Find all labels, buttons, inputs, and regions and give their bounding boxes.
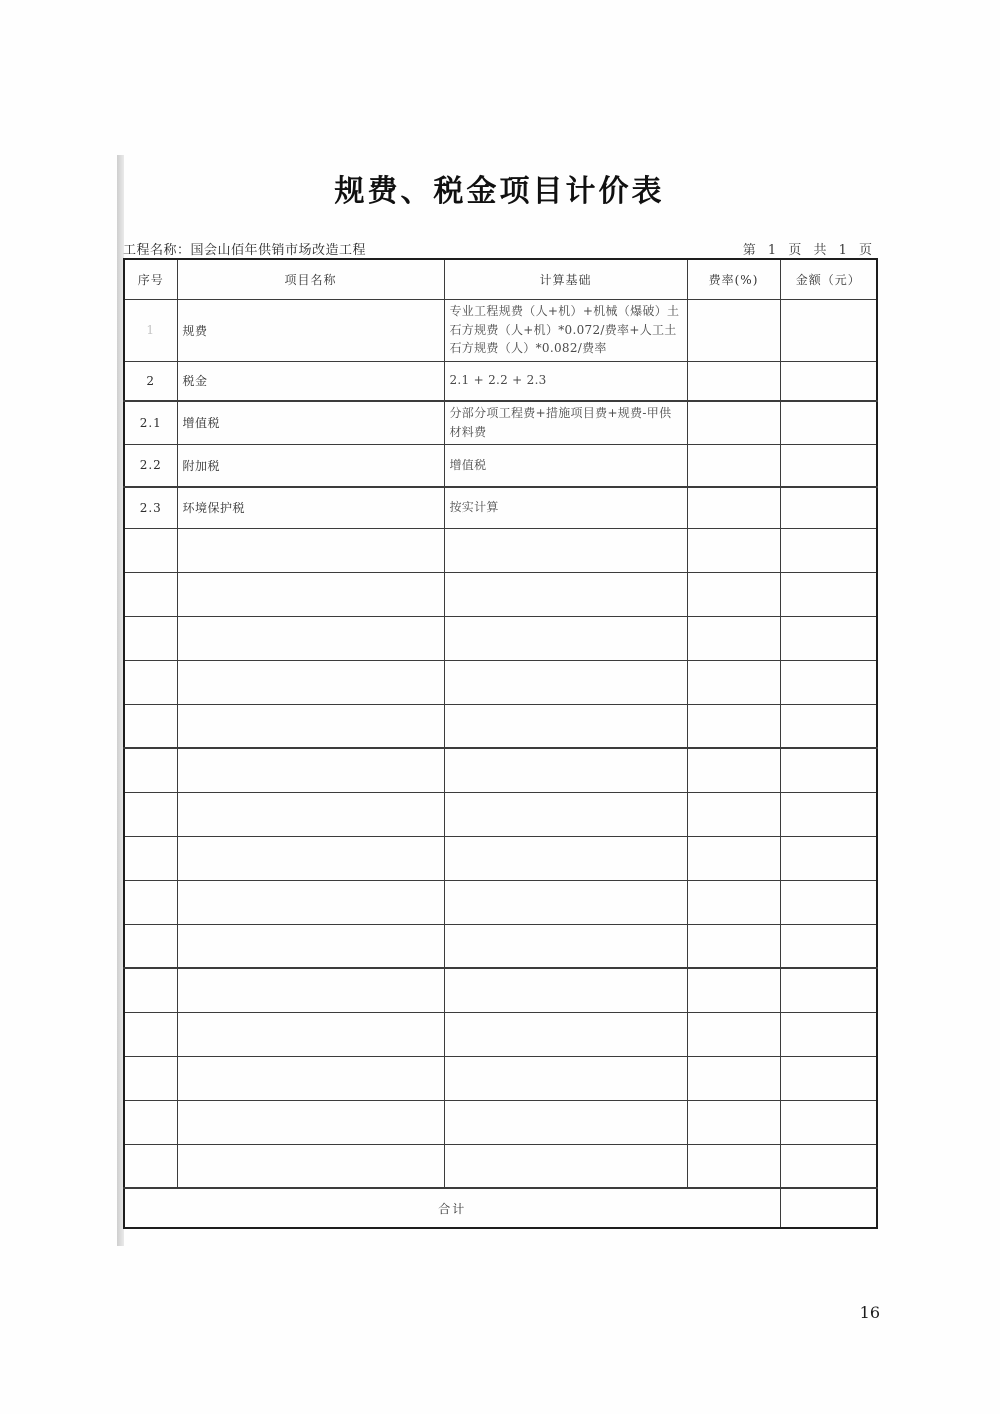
empty-cell xyxy=(444,660,687,704)
empty-cell xyxy=(177,968,444,1012)
rate-cell xyxy=(687,487,780,528)
empty-cell xyxy=(124,968,177,1012)
empty-cell xyxy=(177,1012,444,1056)
calc-basis-cell: 专业工程规费（人+机）+机械（爆破）土石方规费（人+机）*0.072/费率+人工土石方规费（人）*0.082/费率 xyxy=(444,299,687,361)
empty-cell xyxy=(444,836,687,880)
empty-cell xyxy=(687,704,780,748)
empty-cell xyxy=(177,1056,444,1100)
empty-cell xyxy=(687,616,780,660)
empty-cell xyxy=(444,616,687,660)
table-row xyxy=(124,361,877,401)
empty-cell xyxy=(444,528,687,572)
empty-cell xyxy=(780,572,877,616)
column-header-name: 项目名称 xyxy=(177,259,444,299)
empty-cell xyxy=(124,836,177,880)
empty-cell xyxy=(124,1012,177,1056)
total-amount-cell xyxy=(780,1188,877,1228)
empty-cell xyxy=(780,616,877,660)
empty-cell xyxy=(780,748,877,792)
empty-cell xyxy=(687,572,780,616)
rate-cell xyxy=(687,361,780,401)
empty-cell xyxy=(444,924,687,968)
item-name-cell: 环境保护税 xyxy=(177,487,444,528)
table-row xyxy=(124,487,877,528)
header-row xyxy=(124,259,877,299)
empty-table-row xyxy=(124,616,877,660)
empty-cell xyxy=(124,924,177,968)
empty-table-row xyxy=(124,880,877,924)
row-number-cell: 1 xyxy=(124,299,177,361)
meta-row xyxy=(123,239,876,258)
empty-cell xyxy=(177,748,444,792)
empty-cell xyxy=(124,704,177,748)
rate-cell xyxy=(687,401,780,444)
empty-cell xyxy=(444,1012,687,1056)
amount-cell xyxy=(780,361,877,401)
empty-cell xyxy=(780,924,877,968)
rate-cell xyxy=(687,299,780,361)
empty-cell xyxy=(177,572,444,616)
empty-cell xyxy=(780,1056,877,1100)
item-name-cell: 增值税 xyxy=(177,401,444,444)
amount-cell xyxy=(780,299,877,361)
empty-cell xyxy=(177,660,444,704)
table-row xyxy=(124,299,877,361)
empty-cell xyxy=(124,748,177,792)
empty-cell xyxy=(124,792,177,836)
empty-table-row xyxy=(124,836,877,880)
item-name-cell: 附加税 xyxy=(177,444,444,487)
empty-cell xyxy=(124,572,177,616)
item-name-cell: 规费 xyxy=(177,299,444,361)
empty-cell xyxy=(444,572,687,616)
total-label-cell: 合计 xyxy=(124,1188,780,1228)
empty-cell xyxy=(687,748,780,792)
empty-cell xyxy=(687,836,780,880)
empty-cell xyxy=(444,704,687,748)
amount-cell xyxy=(780,444,877,487)
empty-cell xyxy=(687,880,780,924)
empty-cell xyxy=(687,660,780,704)
page-title: 规费、税金项目计价表 xyxy=(334,174,665,209)
calc-basis-cell: 增值税 xyxy=(444,444,687,487)
empty-cell xyxy=(444,1100,687,1144)
empty-cell xyxy=(444,968,687,1012)
empty-cell xyxy=(177,528,444,572)
empty-cell xyxy=(177,836,444,880)
empty-cell xyxy=(687,528,780,572)
empty-cell xyxy=(177,704,444,748)
empty-cell xyxy=(780,968,877,1012)
empty-cell xyxy=(687,1012,780,1056)
empty-table-row xyxy=(124,660,877,704)
empty-cell xyxy=(780,1100,877,1144)
project-name-value: 国会山佰年供销市场改造工程 xyxy=(190,243,367,258)
item-name-cell: 税金 xyxy=(177,361,444,401)
empty-cell xyxy=(177,616,444,660)
empty-cell xyxy=(687,1100,780,1144)
empty-cell xyxy=(124,1144,177,1188)
empty-cell xyxy=(780,528,877,572)
row-number-cell: 2 xyxy=(124,361,177,401)
empty-table-row xyxy=(124,924,877,968)
empty-cell xyxy=(780,660,877,704)
row-number-cell: 2.3 xyxy=(124,487,177,528)
empty-cell xyxy=(177,880,444,924)
table-body xyxy=(124,299,877,1188)
empty-table-row xyxy=(124,1012,877,1056)
column-header-rate: 费率(%) xyxy=(687,259,780,299)
table-footer xyxy=(124,1188,877,1228)
empty-table-row xyxy=(124,1056,877,1100)
empty-table-row xyxy=(124,704,877,748)
empty-cell xyxy=(780,792,877,836)
project-name-label: 工程名称： xyxy=(123,243,191,258)
empty-cell xyxy=(177,1100,444,1144)
amount-cell xyxy=(780,401,877,444)
calc-basis-cell: 按实计算 xyxy=(444,487,687,528)
empty-cell xyxy=(687,792,780,836)
empty-table-row xyxy=(124,1144,877,1188)
empty-table-row xyxy=(124,968,877,1012)
column-header-no: 序号 xyxy=(124,259,177,299)
empty-cell xyxy=(444,748,687,792)
row-number-cell: 2.1 xyxy=(124,401,177,444)
empty-cell xyxy=(124,616,177,660)
empty-cell xyxy=(687,1056,780,1100)
empty-table-row xyxy=(124,1100,877,1144)
empty-table-row xyxy=(124,792,877,836)
empty-cell xyxy=(780,1012,877,1056)
table-row xyxy=(124,444,877,487)
empty-cell xyxy=(780,1144,877,1188)
empty-cell xyxy=(124,1100,177,1144)
page-info: 第 1 页 共 1 页 xyxy=(742,243,876,258)
empty-table-row xyxy=(124,748,877,792)
empty-cell xyxy=(124,880,177,924)
empty-cell xyxy=(177,924,444,968)
calc-basis-cell: 分部分项工程费+措施项目费+规费-甲供材料费 xyxy=(444,401,687,444)
empty-cell xyxy=(124,1056,177,1100)
empty-cell xyxy=(444,792,687,836)
fees-taxes-table xyxy=(123,258,878,1229)
column-header-amount: 金额（元） xyxy=(780,259,877,299)
empty-cell xyxy=(444,1056,687,1100)
column-header-basis: 计算基础 xyxy=(444,259,687,299)
table-row xyxy=(124,401,877,444)
total-row xyxy=(124,1188,877,1228)
empty-cell xyxy=(687,1144,780,1188)
empty-cell xyxy=(780,836,877,880)
empty-cell xyxy=(780,704,877,748)
project-name-line xyxy=(123,239,366,258)
empty-cell xyxy=(687,968,780,1012)
empty-cell xyxy=(687,924,780,968)
amount-cell xyxy=(780,487,877,528)
empty-cell xyxy=(177,792,444,836)
empty-cell xyxy=(444,880,687,924)
empty-cell xyxy=(124,660,177,704)
row-number-cell: 2.2 xyxy=(124,444,177,487)
empty-cell xyxy=(780,880,877,924)
empty-table-row xyxy=(124,572,877,616)
empty-cell xyxy=(124,528,177,572)
page-number: 16 xyxy=(859,1303,880,1322)
calc-basis-cell: 2.1 + 2.2 + 2.3 xyxy=(444,361,687,401)
empty-cell xyxy=(177,1144,444,1188)
rate-cell xyxy=(687,444,780,487)
table-header xyxy=(124,259,877,299)
empty-table-row xyxy=(124,528,877,572)
empty-cell xyxy=(444,1144,687,1188)
